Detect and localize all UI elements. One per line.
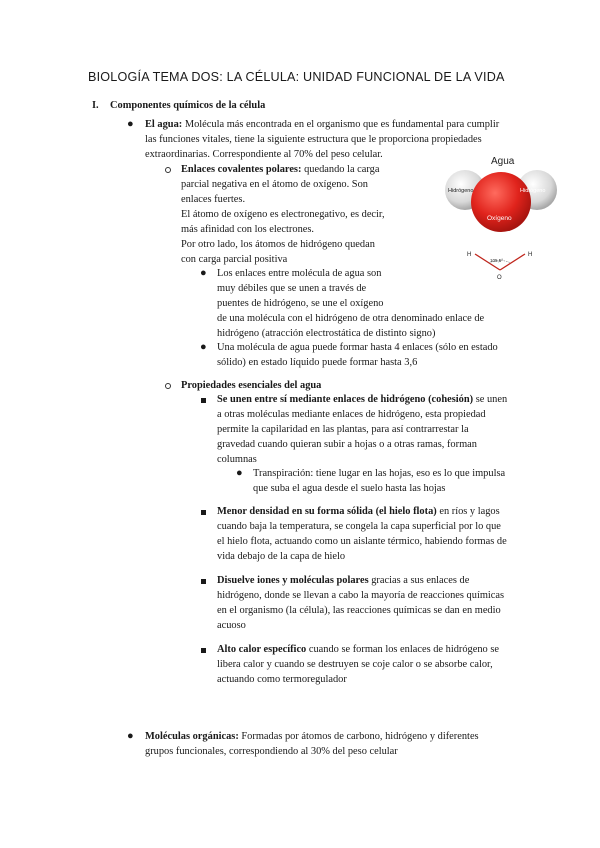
cohesion-tail: se unen <box>473 394 508 405</box>
square-bullet <box>201 579 206 584</box>
sub2-line-1: Una molécula de agua puede formar hasta 4 enlaces (sólo en estado <box>217 342 498 353</box>
density-tail: en ríos y lagos <box>436 506 500 517</box>
sub2-line-2: sólido) en estado líquido puede formar hasta 3,6 <box>217 357 418 368</box>
sub1-line-3: puentes de hidrógeno, se une el oxígeno <box>217 298 384 309</box>
covalent-line-6: Por otro lado, los átomos de hidrógeno quedan <box>181 239 375 250</box>
label-oxygen: Oxígeno <box>487 215 512 222</box>
covalent-line-3: enlaces fuertes. <box>181 194 246 205</box>
oxygen-atom <box>471 172 531 232</box>
covalent-line-4: El átomo de oxígeno es electronegativo, es decir, <box>181 209 385 220</box>
density-bold: Menor densidad en su forma sólida (el hielo flota) <box>217 506 437 517</box>
covalent-text-1: quedando la carga <box>304 164 380 175</box>
density-line-1 <box>217 504 500 520</box>
solvent-line-4: acuoso <box>217 620 246 631</box>
water-molecule-figure <box>445 150 560 280</box>
square-bullet <box>201 510 206 515</box>
heat-line-2: libera calor y cuando se destruyen se coje calor o se absorbe calor, <box>217 659 493 670</box>
density-line-2: cuando baja la temperatura, se congela la capa superficial por lo que <box>217 521 501 532</box>
water-label: El agua: <box>145 119 183 130</box>
label-o: O <box>497 275 502 280</box>
water-line-2: las funciones vitales, tiene la siguiente estructura que le proporciona propiedades <box>145 134 482 145</box>
cohesion-line-4: gravedad cuando quieran subir a hojas o a otras ramas, forman <box>217 439 477 450</box>
density-line-4: vida debajo de la capa de hielo <box>217 551 346 562</box>
organic-label: Moléculas orgánicas: <box>145 731 239 742</box>
page-title: BIOLOGÍA TEMA DOS: LA CÉLULA: UNIDAD FUNCIONAL DE LA VIDA <box>88 70 505 84</box>
cohesion-bold: Se unen entre sí mediante enlaces de hidrógeno (cohesión) <box>217 394 474 405</box>
section-heading: Componentes químicos de la célula <box>110 100 266 111</box>
sub1-line-1: Los enlaces entre molécula de agua son <box>217 268 382 279</box>
density-line-3: el hielo flota, actuando como un aislante térmico, habiendo formas de <box>217 536 507 547</box>
covalent-line-5: más afinidad con los electrones. <box>181 224 315 235</box>
label-hydrogen-right: Hidrógeno <box>520 188 546 194</box>
cohesion-line-3: permite la capilaridad en las plantas, para así contrarrestar la <box>217 424 469 435</box>
heat-tail: cuando se forman los enlaces de hidrógeno se <box>306 644 500 655</box>
solvent-line-3: en el organismo (la célula), las reacciones químicas se dan en medio <box>217 605 501 616</box>
bullet-dot: ● <box>236 467 243 479</box>
organic-line-2: grupos funcionales, correspondiendo al 30% del peso celular <box>145 746 398 757</box>
square-bullet <box>201 648 206 653</box>
circle-bullet <box>165 167 171 173</box>
label-angle: 105,5° <box>490 258 504 263</box>
sub1-line-4: de una molécula con el hidrógeno de otra denominado enlace de <box>217 313 485 324</box>
square-bullet <box>201 398 206 403</box>
section-number: I. <box>92 100 99 111</box>
organic-line-1 <box>145 729 479 745</box>
figure-title: Agua <box>491 156 515 167</box>
cohesion-line-2: a otras moléculas mediante enlaces de hidrógeno, esta propiedad <box>217 409 486 420</box>
water-line-1 <box>145 117 499 133</box>
bullet-dot: ● <box>200 341 207 353</box>
covalent-line-7: con carga parcial positiva <box>181 254 288 265</box>
label-h1: H <box>467 252 472 258</box>
label-h2: H <box>528 252 533 258</box>
cohesion-line-5: columnas <box>217 454 257 465</box>
sub1-line-2: muy débiles que se unen a través de <box>217 283 367 294</box>
bond-right <box>500 254 525 270</box>
sub1-line-5: hidrógeno (atracción electrostática de distinto signo) <box>217 328 436 339</box>
water-line-3: extraordinarias. Correspondiente al 70% del peso celular. <box>145 149 383 160</box>
bullet-dot: ● <box>127 730 134 742</box>
covalent-label: Enlaces covalentes polares: <box>181 164 302 175</box>
label-hydrogen-left: Hidrógeno <box>448 188 474 194</box>
bullet-dot: ● <box>200 267 207 279</box>
cohesion-sub-2: que suba el agua desde el suelo hasta las hojas <box>253 483 446 494</box>
solvent-bold: Disuelve iones y moléculas polares <box>217 575 369 586</box>
solvent-tail: gracias a sus enlaces de <box>368 575 470 586</box>
bullet-dot: ● <box>127 118 134 130</box>
covalent-line-1 <box>181 162 379 178</box>
heat-line-3: actuando como termoregulador <box>217 674 347 685</box>
solvent-line-2: hidrógeno, donde se llevan a cabo la mayoría de reacciones químicas <box>217 590 505 601</box>
properties-heading: Propiedades esenciales del agua <box>181 380 322 391</box>
solvent-line-1 <box>217 573 469 589</box>
water-text-1: Molécula más encontrada en el organismo que es fundamental para cumplir <box>184 119 500 130</box>
cohesion-sub-1: Transpiración: tiene lugar en las hojas, eso es lo que impulsa <box>253 468 506 479</box>
cohesion-line-1 <box>217 392 507 408</box>
circle-bullet <box>165 383 171 389</box>
covalent-line-2: parcial negativa en el átomo de oxígeno. Son <box>181 179 368 190</box>
heat-line-1 <box>217 642 499 658</box>
heat-bold: Alto calor específico <box>217 644 307 655</box>
organic-text-1: Formadas por átomos de carbono, hidrógeno y diferentes <box>241 731 479 742</box>
